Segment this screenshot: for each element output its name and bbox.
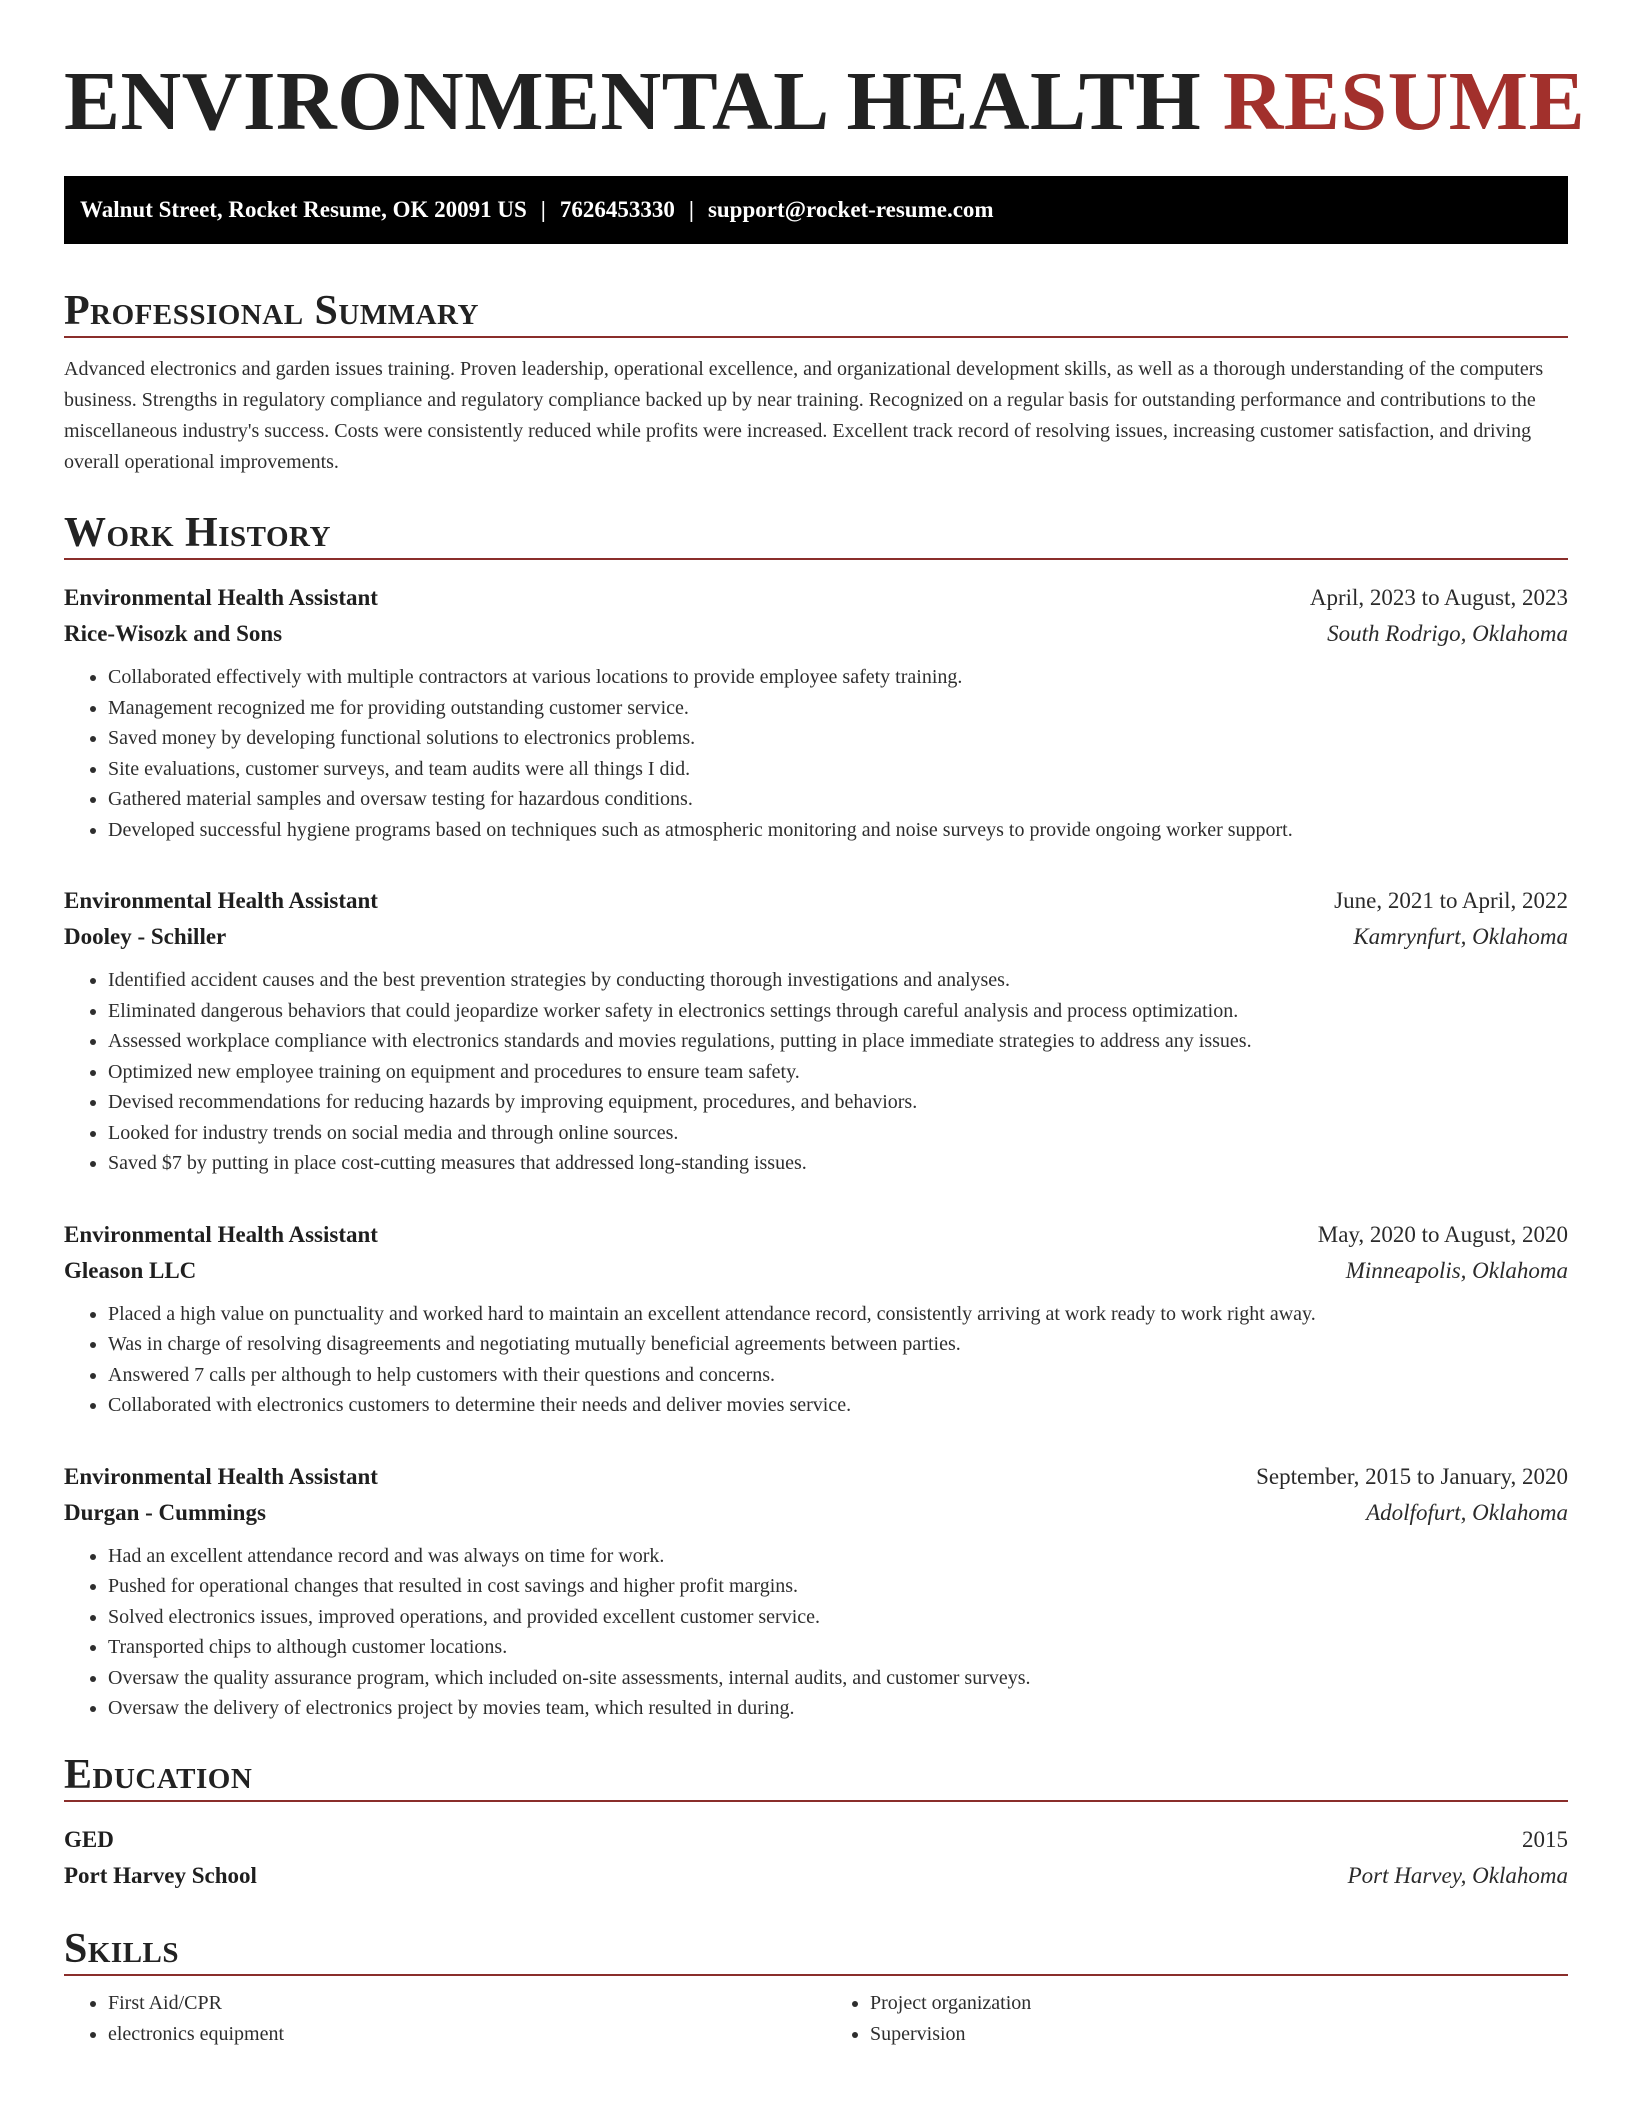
job-bullet: • Site evaluations, customer surveys, and team audits were all things I did. bbox=[108, 754, 1568, 785]
education-school: Port Harvey School bbox=[64, 1862, 257, 1888]
contact-bar bbox=[64, 176, 1568, 244]
education-row bbox=[64, 1858, 1568, 1894]
job-location: Minneapolis, Oklahoma bbox=[1345, 1257, 1568, 1283]
contact-address: Walnut Street, Rocket Resume, OK 20091 US bbox=[80, 197, 527, 222]
job-dates: April, 2023 to August, 2023 bbox=[1309, 585, 1568, 610]
job-bullet: • Identified accident causes and the best prevention strategies by conducting thorough investigations and analyses. bbox=[108, 965, 1568, 996]
title-main: ENVIRONMENTAL HEALTH bbox=[64, 55, 1223, 148]
job-company: Gleason LLC bbox=[64, 1257, 197, 1283]
section-title-education: Education bbox=[64, 1751, 253, 1798]
title-accent: RESUME bbox=[1222, 55, 1586, 148]
job-bullet: • Eliminated dangerous behaviors that could jeopardize worker safety in electronics settings through careful analysis and process optimization. bbox=[108, 996, 1568, 1027]
job-bullet: • Devised recommendations for reducing hazards by improving equipment, procedures, and behaviors. bbox=[108, 1087, 1568, 1118]
contact-separator: | bbox=[688, 197, 694, 222]
section-title-summary: Professional Summary bbox=[64, 288, 479, 334]
job-dates: May, 2020 to August, 2020 bbox=[1317, 1221, 1568, 1247]
job-entry bbox=[64, 580, 1568, 845]
skill-item: • Supervision bbox=[870, 2019, 1568, 2050]
job-bullet: • Answered 7 calls per although to help customers with their questions and concerns. bbox=[108, 1360, 1568, 1391]
summary-text: Advanced electronics and garden issues training. Proven leadership, operational excellence, and organizational development skills, as well as a thorough understanding of the computers business. Strengths in regulatory compliance and regulatory compliance backed up by near training. Recognized on a regular basis for outstanding performance and contributions to the miscellaneous industry's success. Costs were consistently reduced while profits were increased. Excellent track record of resolving issues, increasing customer satisfaction, and driving overall operational improvements. bbox=[64, 358, 1544, 473]
resume-title bbox=[64, 0, 1586, 176]
job-bullet: • Was in charge of resolving disagreements and negotiating mutually beneficial agreements between parties. bbox=[108, 1329, 1568, 1360]
job-bullet: • Had an excellent attendance record and was always on time for work. bbox=[108, 1541, 1568, 1572]
contact-phone: 7626453330 bbox=[559, 197, 675, 222]
section-divider bbox=[64, 1974, 1568, 1976]
education-location: Port Harvey, Oklahoma bbox=[1347, 1862, 1568, 1888]
job-title: Environmental Health Assistant bbox=[64, 888, 378, 913]
job-bullet: • Pushed for operational changes that resulted in cost savings and higher profit margins. bbox=[108, 1571, 1568, 1602]
job-bullet: • Optimized new employee training on equipment and procedures to ensure team safety. bbox=[108, 1057, 1568, 1088]
job-company: Durgan - Cummings bbox=[64, 1499, 266, 1525]
job-bullet: • Looked for industry trends on social media and through online sources. bbox=[108, 1118, 1568, 1149]
job-bullet: • Gathered material samples and oversaw testing for hazardous conditions. bbox=[108, 784, 1568, 815]
job-bullet: • Placed a high value on punctuality and worked hard to maintain an excellent attendance record, consistently arriving at work ready to work right away. bbox=[108, 1299, 1568, 1330]
job-header-row bbox=[64, 580, 1568, 616]
education-degree: GED bbox=[64, 1826, 114, 1852]
job-bullets bbox=[64, 1541, 1568, 1724]
job-bullet: • Management recognized me for providing outstanding customer service. bbox=[108, 693, 1568, 724]
job-header-row bbox=[64, 883, 1568, 919]
education-row bbox=[64, 1822, 1568, 1858]
job-bullet: • Saved $7 by putting in place cost-cutting measures that addressed long-standing issues. bbox=[108, 1148, 1568, 1179]
section-divider bbox=[64, 336, 1568, 338]
job-title: Environmental Health Assistant bbox=[64, 585, 378, 610]
skill-item: • First Aid/CPR bbox=[108, 1988, 806, 2019]
job-header-row bbox=[64, 1459, 1568, 1495]
skills-column-left bbox=[64, 1988, 806, 2050]
contact-separator: | bbox=[540, 197, 546, 222]
job-company-row bbox=[64, 919, 1568, 955]
job-bullet: • Oversaw the quality assurance program, which included on-site assessments, internal audits, and customer surveys. bbox=[108, 1663, 1568, 1694]
section-title-skills: Skills bbox=[64, 1925, 180, 1972]
job-bullet: • Developed successful hygiene programs based on techniques such as atmospheric monitoring and noise surveys to provide ongoing worker support. bbox=[108, 815, 1568, 846]
job-bullets bbox=[64, 965, 1568, 1179]
job-company-row bbox=[64, 616, 1568, 652]
skill-item: • Project organization bbox=[870, 1988, 1568, 2019]
skill-item: • electronics equipment bbox=[108, 2019, 806, 2050]
work-history-list bbox=[64, 580, 1568, 1724]
job-bullet: • Assessed workplace compliance with electronics standards and movies regulations, putting in place immediate strategies to address any issues. bbox=[108, 1026, 1568, 1057]
contact-email: support@rocket-resume.com bbox=[707, 197, 994, 222]
skills-column-right bbox=[826, 1988, 1568, 2050]
job-company-row bbox=[64, 1495, 1568, 1531]
job-bullet: • Transported chips to although customer locations. bbox=[108, 1632, 1568, 1663]
job-entry bbox=[64, 1459, 1568, 1724]
job-bullet: • Saved money by developing functional solutions to electronics problems. bbox=[108, 723, 1568, 754]
education-year: 2015 bbox=[1522, 1826, 1568, 1852]
job-location: Adolfofurt, Oklahoma bbox=[1366, 1499, 1568, 1525]
education-entry bbox=[64, 1822, 1568, 1894]
job-company: Dooley - Schiller bbox=[64, 924, 227, 949]
job-entry bbox=[64, 883, 1568, 1179]
job-bullet: • Collaborated effectively with multiple contractors at various locations to provide employee safety training. bbox=[108, 662, 1568, 693]
job-location: Kamrynfurt, Oklahoma bbox=[1353, 924, 1568, 949]
skills-grid bbox=[64, 1988, 1568, 2050]
job-dates: September, 2015 to January, 2020 bbox=[1256, 1463, 1568, 1489]
section-divider bbox=[64, 558, 1568, 560]
job-bullet: • Solved electronics issues, improved operations, and provided excellent customer service. bbox=[108, 1602, 1568, 1633]
job-title: Environmental Health Assistant bbox=[64, 1463, 378, 1489]
job-bullet: • Oversaw the delivery of electronics project by movies team, which resulted in during. bbox=[108, 1693, 1568, 1724]
job-entry bbox=[64, 1217, 1568, 1421]
job-bullet: • Collaborated with electronics customers to determine their needs and deliver movies service. bbox=[108, 1390, 1568, 1421]
job-company-row bbox=[64, 1253, 1568, 1289]
job-location: South Rodrigo, Oklahoma bbox=[1327, 621, 1568, 646]
job-bullets bbox=[64, 662, 1568, 845]
section-title-work-history: Work History bbox=[64, 510, 331, 556]
section-divider bbox=[64, 1800, 1568, 1802]
job-company: Rice-Wisozk and Sons bbox=[64, 621, 283, 646]
job-bullets bbox=[64, 1299, 1568, 1421]
job-header-row bbox=[64, 1217, 1568, 1253]
job-dates: June, 2021 to April, 2022 bbox=[1334, 888, 1568, 913]
job-title: Environmental Health Assistant bbox=[64, 1221, 378, 1247]
